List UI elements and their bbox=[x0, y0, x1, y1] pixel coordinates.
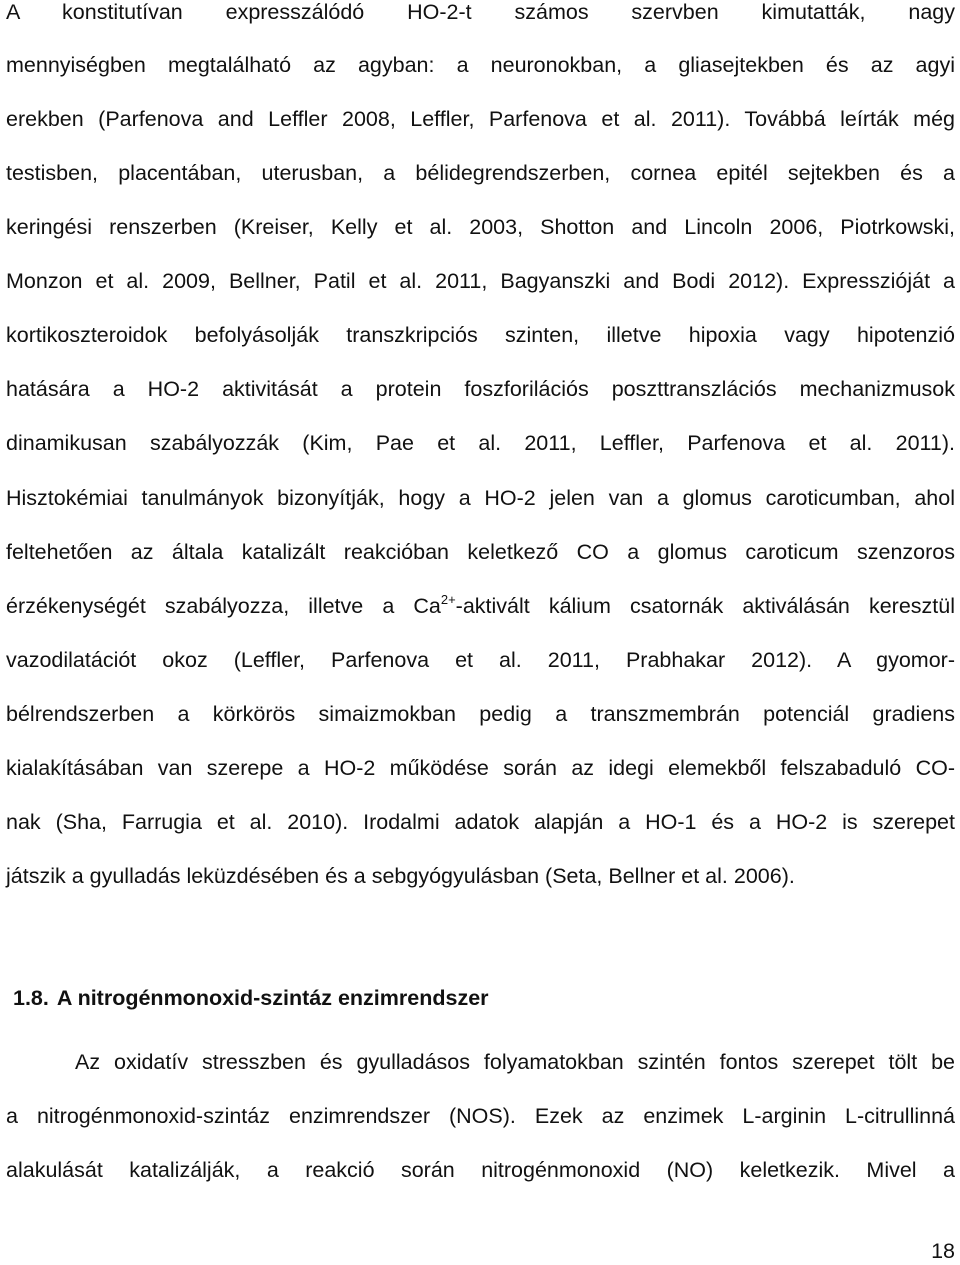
text-line: a nitrogénmonoxid-szintáz enzimrendszer (NOS). Ezek az enzimek L-arginin L-citrullinná bbox=[6, 1104, 955, 1128]
text-line: A konstitutívan expresszálódó HO-2-t számos szervben kimutatták, nagy bbox=[6, 0, 955, 24]
text-line: erekben (Parfenova and Leffler 2008, Leffler, Parfenova et al. 2011). Továbbá leírták még bbox=[6, 107, 955, 131]
text-line: vazodilatációt okoz (Leffler, Parfenova et al. 2011, Prabhakar 2012). A gyomor- bbox=[6, 648, 955, 672]
text-line: játszik a gyulladás leküzdésében és a sebgyógyulásban (Seta, Bellner et al. 2006). bbox=[6, 864, 795, 888]
text-line: nak (Sha, Farrugia et al. 2010). Irodalmi adatok alapján a HO-1 és a HO-2 is szerepet bbox=[6, 810, 955, 834]
text-segment: -aktivált kálium csatornák aktiválásán keresztül bbox=[455, 594, 955, 618]
text-line: Hisztokémiai tanulmányok bizonyítják, hogy a HO-2 jelen van a glomus caroticumban, ahol bbox=[6, 486, 955, 510]
text-line: kortikoszteroidok befolyásolják transzkripciós szinten, illetve hipoxia vagy hipotenzió bbox=[6, 323, 955, 347]
superscript-charge: 2+ bbox=[440, 592, 456, 607]
text-line: alakulását katalizálják, a reakció során nitrogénmonoxid (NO) keletkezik. Mivel a bbox=[6, 1158, 955, 1182]
text-line: testisben, placentában, uterusban, a bélidegrendszerben, cornea epitél sejtekben és a bbox=[6, 161, 955, 185]
text-line: Monzon et al. 2009, Bellner, Patil et al. 2011, Bagyanszki and Bodi 2012). Expresszióját a bbox=[6, 269, 955, 293]
text-line: feltehetően az általa katalizált reakcióban keletkező CO a glomus caroticum szenzoros bbox=[6, 540, 955, 564]
page-number: 18 bbox=[931, 1239, 955, 1263]
section-title: A nitrogénmonoxid-szintáz enzimrendszer bbox=[56, 986, 489, 1010]
text-line: Az oxidatív stresszben és gyulladásos folyamatokban szintén fontos szerepet tölt be bbox=[75, 1050, 955, 1074]
section-heading bbox=[13, 984, 489, 1012]
text-line: mennyiségben megtalálható az agyban: a neuronokban, a gliasejtekben és az agyi bbox=[6, 53, 955, 77]
text-line: hatására a HO-2 aktivitását a protein foszforilációs poszttranszlációs mechanizmusok bbox=[6, 377, 955, 401]
text-line: kialakításában van szerepe a HO-2 működése során az idegi elemekből felszabaduló CO- bbox=[6, 756, 955, 780]
text-line-with-superscript bbox=[6, 592, 955, 620]
text-line: dinamikusan szabályozzák (Kim, Pae et al. 2011, Leffler, Parfenova et al. 2011). bbox=[6, 431, 955, 455]
section-number: 1.8. bbox=[13, 986, 49, 1010]
text-line: bélrendszerben a körkörös simaizmokban pedig a transzmembrán potenciál gradiens bbox=[6, 702, 955, 726]
text-segment: érzékenységét szabályozza, illetve a Ca bbox=[6, 594, 441, 618]
text-line: keringési renszerben (Kreiser, Kelly et al. 2003, Shotton and Lincoln 2006, Piotrkowski, bbox=[6, 215, 955, 239]
